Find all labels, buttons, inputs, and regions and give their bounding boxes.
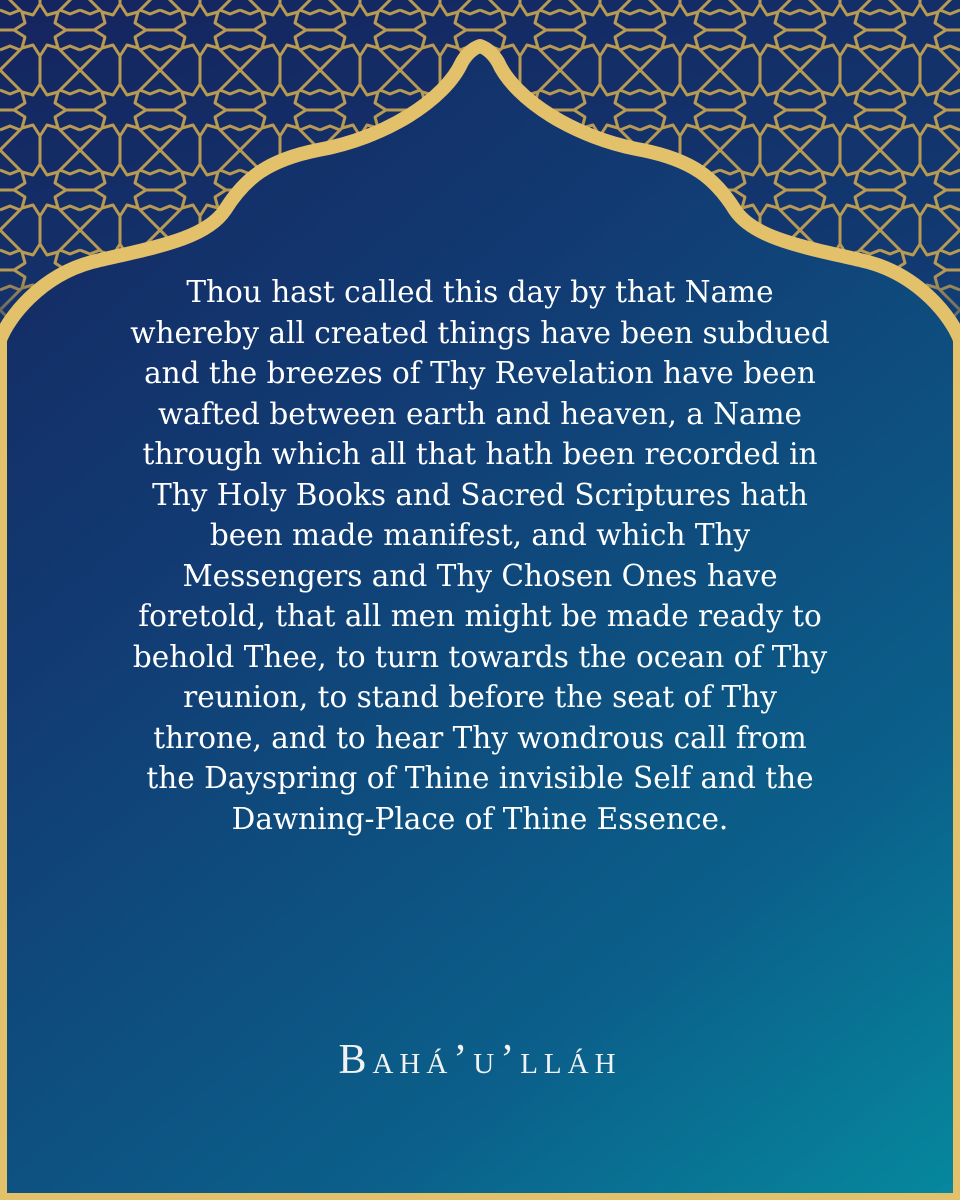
quote-line: Thy Holy Books and Sacred Scriptures hath: [152, 477, 808, 512]
quote-line: wafted between earth and heaven, a Name: [157, 396, 803, 431]
quote-line: Thou hast called this day by that Name: [186, 275, 774, 309]
quote-line: reunion, to stand before the seat of Thy: [183, 680, 777, 714]
quote-line: throne, and to hear Thy wondrous call from: [153, 720, 807, 755]
quote-line: through which all that hath been recorded in: [142, 437, 818, 471]
quote-line: and the breezes of Thy Revelation have been: [144, 356, 816, 390]
quote-line: the Dayspring of Thine invisible Self and the: [146, 761, 814, 795]
quote-text: [90, 272, 870, 839]
quote-line: foretold, that all men might be made ready to: [138, 599, 822, 633]
quote-line: Dawning-Place of Thine Essence.: [231, 801, 729, 836]
quote-line: Messengers and Thy Chosen Ones have: [182, 558, 778, 593]
quote-line: whereby all created things have been subdued: [130, 315, 830, 350]
quote-line: behold Thee, to turn towards the ocean of Thy: [132, 639, 828, 674]
author-attribution: Bahá’u’lláh: [338, 1037, 622, 1083]
quote-line: been made manifest, and which Thy: [209, 518, 751, 552]
